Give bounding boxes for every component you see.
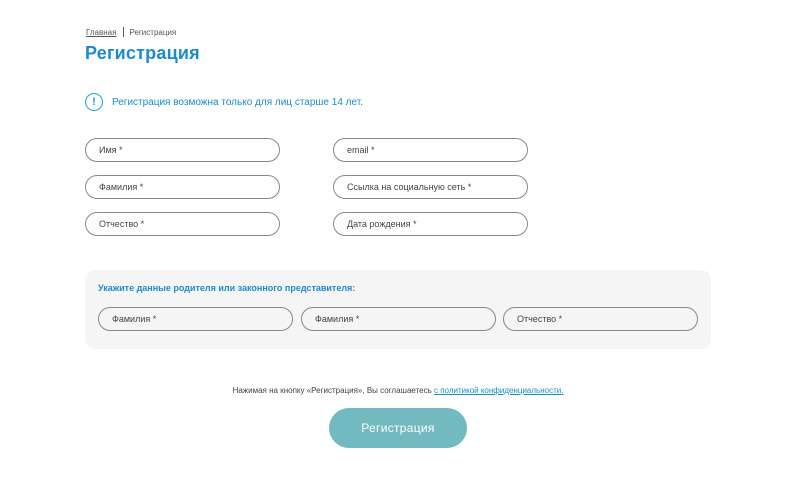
privacy-agreement [0,386,796,395]
breadcrumb-home-link[interactable]: Главная [86,27,117,37]
last-name-field[interactable] [85,175,280,199]
parent-last-name-field[interactable] [98,307,293,331]
age-notice-text: Регистрация возможна только для лиц старше 14 лет. [112,96,363,108]
exclamation-icon: ! [85,93,103,111]
parent-info-title: Укажите данные родителя или законного представителя: [98,283,356,293]
page-title: Регистрация [85,43,200,63]
social-link-field[interactable] [333,175,528,199]
email-field[interactable] [333,138,528,162]
parent-info-panel [85,270,711,349]
patronymic-field[interactable] [85,212,280,236]
privacy-policy-link[interactable]: с политикой конфиденциальности. [434,386,564,395]
first-name-field[interactable] [85,138,280,162]
register-button[interactable]: Регистрация [329,408,467,448]
parent-first-name-field[interactable] [301,307,496,331]
parent-patronymic-field[interactable] [503,307,698,331]
privacy-agreement-text: Нажимая на кнопку «Регистрация», Вы соглашаетесь [232,386,434,395]
breadcrumb-current: Регистрация [129,27,177,37]
breadcrumb [86,27,176,37]
breadcrumb-separator [123,27,124,37]
birth-date-field[interactable] [333,212,528,236]
age-notice [85,93,363,111]
